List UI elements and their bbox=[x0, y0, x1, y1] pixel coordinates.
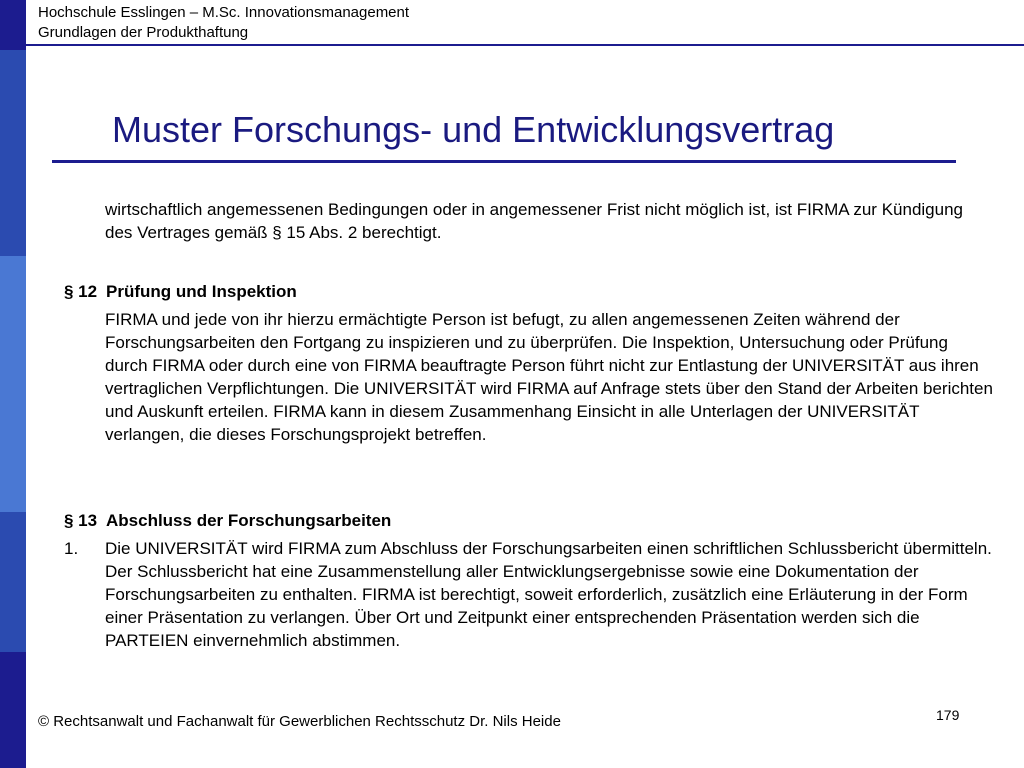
side-bar-segment bbox=[0, 512, 26, 652]
header-course: Grundlagen der Produkthaftung bbox=[38, 24, 249, 41]
side-bar-segment bbox=[0, 0, 26, 50]
section-13-item-1-number: 1. bbox=[64, 539, 79, 558]
section-13-number: § 13 bbox=[64, 511, 98, 530]
section-12-heading bbox=[64, 280, 297, 303]
header-institution: Hochschule Esslingen – M.Sc. Innovationsmanagement bbox=[38, 4, 410, 21]
title-underline bbox=[52, 160, 956, 163]
header-divider bbox=[26, 44, 1024, 46]
side-bar-segment bbox=[0, 256, 26, 512]
side-decoration-bar bbox=[0, 0, 26, 768]
side-bar-segment bbox=[0, 50, 26, 256]
section-12-paragraph: FIRMA und jede von ihr hierzu ermächtigte Person ist befugt, zu allen angemessenen Zeiten während der Forschungsarbeiten den Fortgang zu inspizieren und zu überprüfen. Die Inspektion, Untersuchung oder Prüfung durch FIRMA oder durch eine von FIRMA beauftragte Person führt nicht zur Entlastung der UNIVERSITÄT aus ihren vertraglichen Verpflichtungen. Die UNIVERSITÄT wird FIRMA auf Anfrage stets über den Stand der Arbeiten berichten und Auskunft erteilen. FIRMA kann in diesem Zusammenhang Einsicht in alle Unterlagen der UNIVERSITÄT verlangen, die dieses Forschungsprojekt betreffen. bbox=[105, 310, 993, 444]
side-bar-segment bbox=[0, 652, 26, 768]
section-12-title: Prüfung und Inspektion bbox=[106, 282, 297, 301]
footer-copyright: © Rechtsanwalt und Fachanwalt für Gewerblichen Rechtsschutz Dr. Nils Heide bbox=[38, 713, 561, 730]
intro-paragraph: wirtschaftlich angemessenen Bedingungen oder in angemessener Frist nicht möglich ist, ist FIRMA zur Kündigung des Vertrages gemäß § 15 Abs. 2 berechtigt. bbox=[105, 200, 963, 242]
page-number: 179 bbox=[936, 707, 960, 723]
section-13-heading bbox=[64, 509, 391, 532]
slide-title: Muster Forschungs- und Entwicklungsvertrag bbox=[112, 109, 835, 150]
section-13-item-1-text: Die UNIVERSITÄT wird FIRMA zum Abschluss der Forschungsarbeiten einen schriftlichen Schlussbericht übermitteln. Der Schlussbericht hat eine Zusammenstellung aller Entwicklungsergebnisse sowie eine Dokumentation der Forschungsarbeiten zu enthalten. FIRMA ist berechtigt, soweit erforderlich, zusätzlich eine Erläuterung in der Form einer Präsentation zu verlangen. Über Ort und Zeitpunkt einer entsprechenden Präsentation werden sich die PARTEIEN einvernehmlich abstimmen. bbox=[105, 539, 992, 650]
slide-header bbox=[38, 3, 409, 43]
section-12-number: § 12 bbox=[64, 282, 98, 301]
section-13-title: Abschluss der Forschungsarbeiten bbox=[106, 511, 392, 530]
